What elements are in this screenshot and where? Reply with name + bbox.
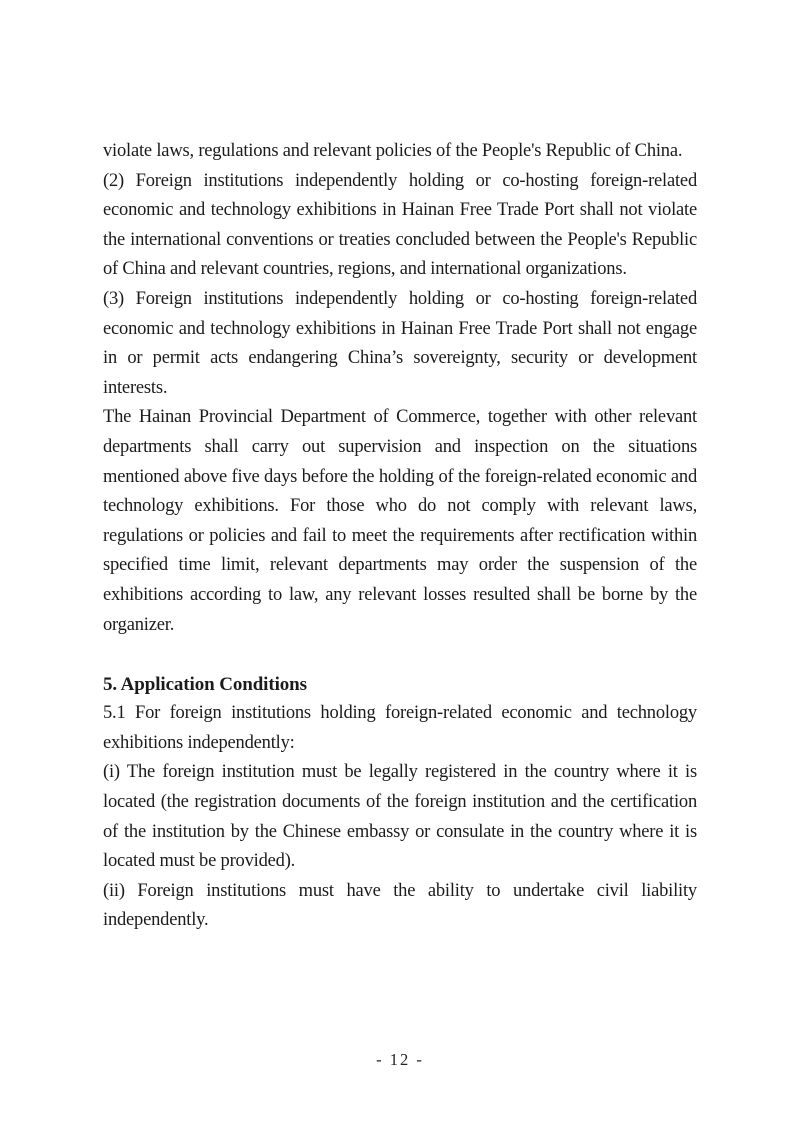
paragraph-item-2: (2) Foreign institutions independently holding or co-hosting foreign-related economic and technology exhibitions in Hainan Free Trade Port shall not violate the international conventions or treaties concluded between the People's Republic of China and relevant countries, regions, and international organizations. xyxy=(103,170,697,280)
paragraph-5-1: 5.1 For foreign institutions holding foreign-related economic and technology exhibitions independently: xyxy=(103,703,697,753)
section-heading-application-conditions: 5. Application Conditions xyxy=(103,673,307,695)
paragraph-condition-i: (i) The foreign institution must be legally registered in the country where it is located (the registration documents of the foreign institution and the certification of the institution by the Chinese embassy or consulate in the country where it is located must be provided). xyxy=(103,762,697,872)
paragraph-continuation: violate laws, regulations and relevant policies of the People's Republic of China. xyxy=(103,141,683,161)
paragraph-condition-ii: (ii) Foreign institutions must have the ability to undertake civil liability independently. xyxy=(103,880,697,931)
paragraph-item-3: (3) Foreign institutions independently holding or co-hosting foreign-related economic and technology exhibitions in Hainan Free Trade Port shall not engage in or permit acts endangering China’s sovereignty, security or development interests. xyxy=(103,288,697,398)
page-number: - 12 - xyxy=(376,1050,424,1069)
paragraph-supervision: The Hainan Provincial Department of Commerce, together with other relevant departments shall carry out supervision and inspection on the situations mentioned above five days before the holding of the foreign-related economic and technology exhibitions. For those who do not comply with relevant laws, regulations or policies and fail to meet the requirements after rectification within specified time limit, relevant departments may order the suspension of the exhibitions according to law, any relevant losses resulted shall be borne by the organizer. xyxy=(103,407,697,635)
